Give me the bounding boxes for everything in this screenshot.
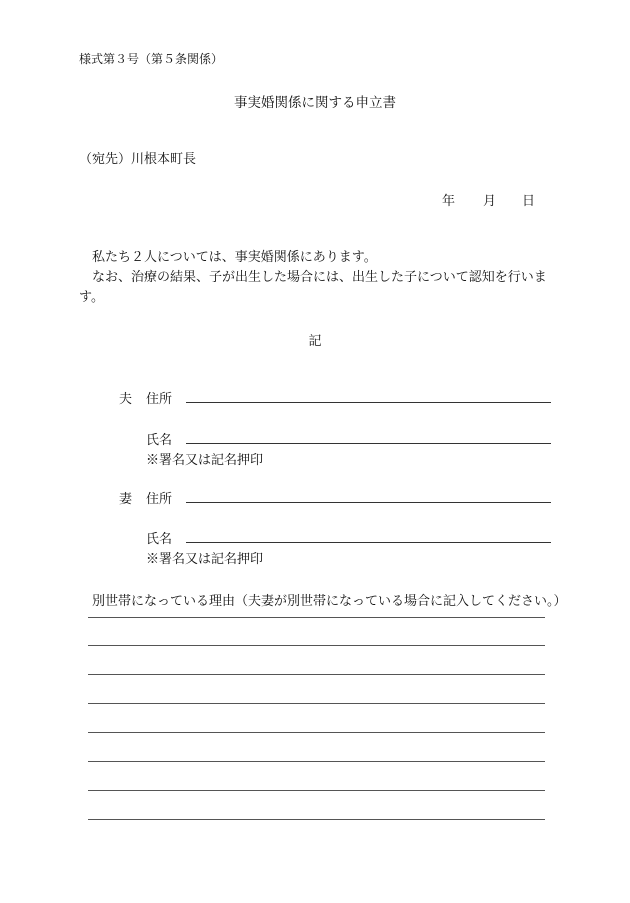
reason-line[interactable]	[88, 732, 545, 733]
husband-signature-note: ※署名又は記名押印	[146, 453, 264, 468]
husband-name-field[interactable]	[186, 443, 551, 444]
document-title: 事実婚関係に関する申立書	[234, 95, 396, 111]
reason-line[interactable]	[88, 819, 545, 820]
reason-line[interactable]	[88, 790, 545, 791]
statement-body	[79, 248, 549, 308]
husband-address-label: 住所	[146, 392, 173, 407]
husband-address-field[interactable]	[186, 402, 551, 403]
reason-line[interactable]	[88, 703, 545, 704]
addressee: （宛先）川根本町長	[79, 152, 197, 167]
reason-line[interactable]	[88, 674, 545, 675]
husband-label: 夫	[119, 392, 133, 407]
reason-line[interactable]	[88, 645, 545, 646]
date-day-label: 日	[522, 194, 536, 209]
reason-line[interactable]	[88, 761, 545, 762]
wife-address-label: 住所	[146, 492, 173, 507]
ki-heading: 記	[308, 334, 322, 349]
wife-name-label: 氏名	[146, 532, 173, 547]
date-month-label: 月	[483, 194, 497, 209]
statement-line-1: 私たち２人については、事実婚関係にあります。	[92, 250, 377, 265]
wife-label: 妻	[119, 492, 133, 507]
wife-address-field[interactable]	[186, 502, 551, 503]
form-number: 様式第３号（第５条関係）	[79, 52, 224, 66]
statement-line-2: なお、治療の結果、子が出生した場合には、出生した子について認知を行います。	[79, 270, 547, 305]
separate-household-reason-label: 別世帯になっている理由（夫妻が別世帯になっている場合に記入してください。）	[92, 594, 567, 609]
reason-line[interactable]	[88, 617, 545, 618]
wife-name-field[interactable]	[186, 542, 551, 543]
husband-name-label: 氏名	[146, 433, 173, 448]
date-year-label: 年	[442, 194, 456, 209]
wife-signature-note: ※署名又は記名押印	[146, 552, 264, 567]
